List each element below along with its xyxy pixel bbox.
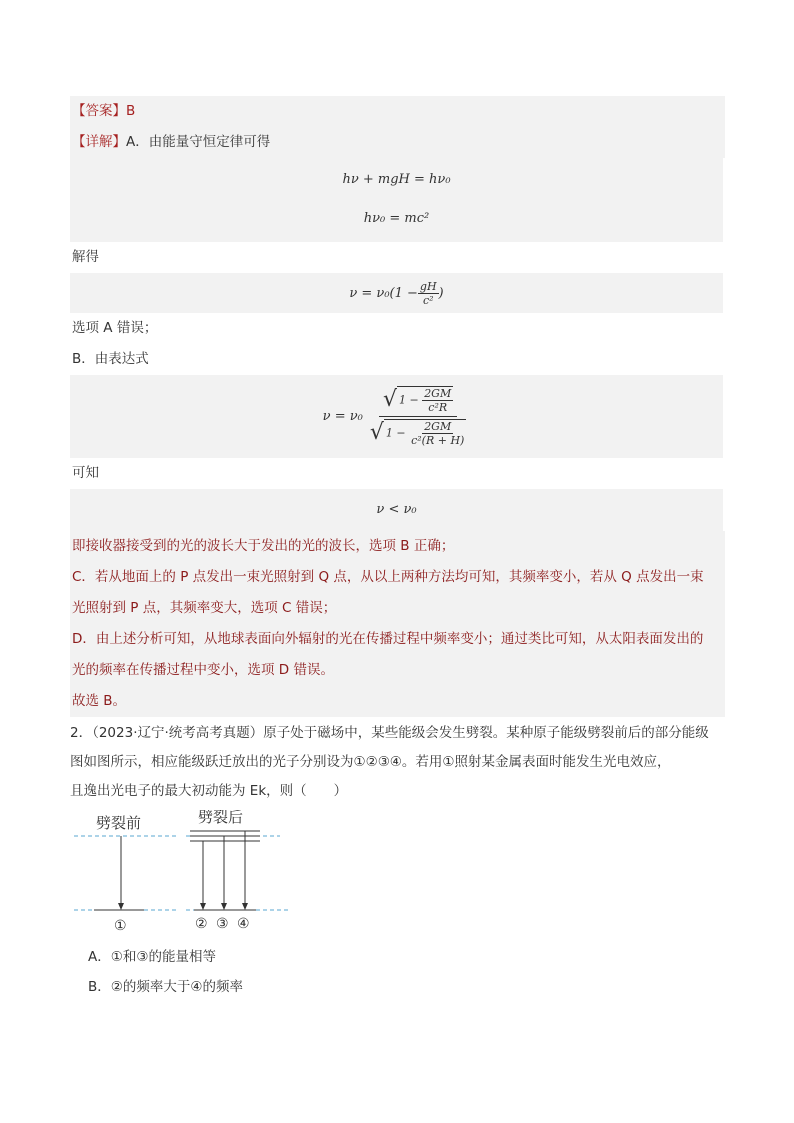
eq4-den-one: 1 − bbox=[385, 426, 406, 440]
equation-block-3 bbox=[70, 375, 723, 458]
eq4-lhs: ν = ν₀ bbox=[322, 409, 363, 424]
label-4: ④ bbox=[237, 916, 250, 932]
option-d-line-2: 光的频率在传播过程中变小，选项 D 错误。 bbox=[70, 655, 725, 686]
eq3-lhs: ν = ν₀(1 − bbox=[349, 285, 418, 301]
eq4-den-inner-num: 2GM bbox=[424, 420, 452, 433]
jiede-text: 解得 bbox=[72, 249, 99, 265]
eq3-num: gH bbox=[419, 279, 437, 293]
label-3: ③ bbox=[216, 916, 229, 932]
option-c-line-1: C．若从地面上的 P 点发出一束光照射到 Q 点，从以上两种方法均可知，其频率变小，若从 Q 点发出一束 bbox=[70, 562, 725, 593]
eq3-den: c² bbox=[422, 293, 434, 307]
eq4-num-inner-num: 2GM bbox=[424, 387, 452, 400]
eq4-den-sqrt: √ 1 − $\frac{2GM}{\text{c²(R + H)}}$ bbox=[369, 420, 465, 447]
transition-3-arrowhead bbox=[221, 903, 227, 910]
detail-line bbox=[70, 127, 725, 158]
eq4-num-sqrt: √ 1 − $\frac{2GM}{\text{c²R}}$ bbox=[382, 387, 452, 414]
final-choice: 故选 B。 bbox=[70, 686, 725, 717]
detail-label: 【详解】 bbox=[72, 134, 126, 150]
question-2 bbox=[70, 719, 723, 806]
detail-intro: A．由能量守恒定律可得 bbox=[126, 134, 271, 150]
label-1: ① bbox=[114, 918, 127, 934]
energy-level-diagram bbox=[70, 810, 723, 942]
question-2-line-1: 2．（2023·辽宁·统考高考真题）原子处于磁场中，某些能级会发生劈裂。某种原子能级劈裂前后的部分能级 bbox=[70, 725, 709, 741]
eq4-num-inner-den: c²R bbox=[428, 401, 448, 414]
equation-block-2 bbox=[70, 273, 723, 313]
page-content bbox=[70, 95, 723, 1002]
question-2-line-2: 图如图所示，相应能级跃迁放出的光子分别设为①②③④。若用①照射某金属表面时能发生光电效应， bbox=[70, 754, 671, 770]
equation-photon: hν₀ = mc² bbox=[363, 211, 430, 226]
energy-level-svg bbox=[74, 810, 314, 940]
equation-energy: hν + mgH = hν₀ bbox=[342, 172, 451, 187]
option-a-wrong: 选项 A 错误； bbox=[72, 320, 158, 336]
option-b-intro: B．由表达式 bbox=[72, 351, 149, 367]
equation-block-1 bbox=[70, 158, 723, 242]
choice-a[interactable]: A．①和③的能量相等 bbox=[88, 949, 216, 965]
option-d-line-1: D．由上述分析可知，从地球表面向外辐射的光在传播过程中频率变小；通过类比可知，从太阳表面发出的 bbox=[70, 624, 725, 655]
equation-block-4: ν < ν₀ bbox=[70, 489, 723, 531]
eq3-fraction bbox=[418, 280, 439, 307]
question-2-line-3: 且逸出光电子的最大初动能为 Ek，则（ ） bbox=[70, 783, 348, 799]
eq4-big-fraction bbox=[366, 386, 471, 447]
before-label: 劈裂前 bbox=[96, 814, 142, 832]
eq4-denominator bbox=[366, 417, 471, 447]
transition-1-arrowhead bbox=[118, 903, 124, 910]
answer-value: B bbox=[126, 103, 136, 119]
label-2: ② bbox=[195, 916, 208, 932]
transition-2-arrowhead bbox=[200, 903, 206, 910]
kezhi-text: 可知 bbox=[72, 465, 99, 481]
eq4-num-inner-frac bbox=[422, 387, 453, 414]
eq3-close: ) bbox=[438, 285, 444, 301]
answer-label: 【答案】 bbox=[72, 103, 126, 119]
transition-4-arrowhead bbox=[242, 903, 248, 910]
eq4-den-inner-den: c²(R + H) bbox=[411, 434, 465, 447]
eq4-numerator bbox=[379, 386, 457, 417]
answer-line bbox=[70, 96, 725, 127]
after-label: 劈裂后 bbox=[198, 810, 244, 826]
eq4-den-inner-frac bbox=[409, 420, 466, 447]
option-c-line-2: 光照射到 P 点，其频率变大，选项 C 错误； bbox=[70, 593, 725, 624]
conclusion-b: 即接收器接受到的光的波长大于发出的光的波长，选项 B 正确； bbox=[70, 531, 725, 562]
choice-b[interactable]: B．②的频率大于④的频率 bbox=[88, 979, 243, 995]
eq4-num-one: 1 − bbox=[398, 393, 419, 407]
